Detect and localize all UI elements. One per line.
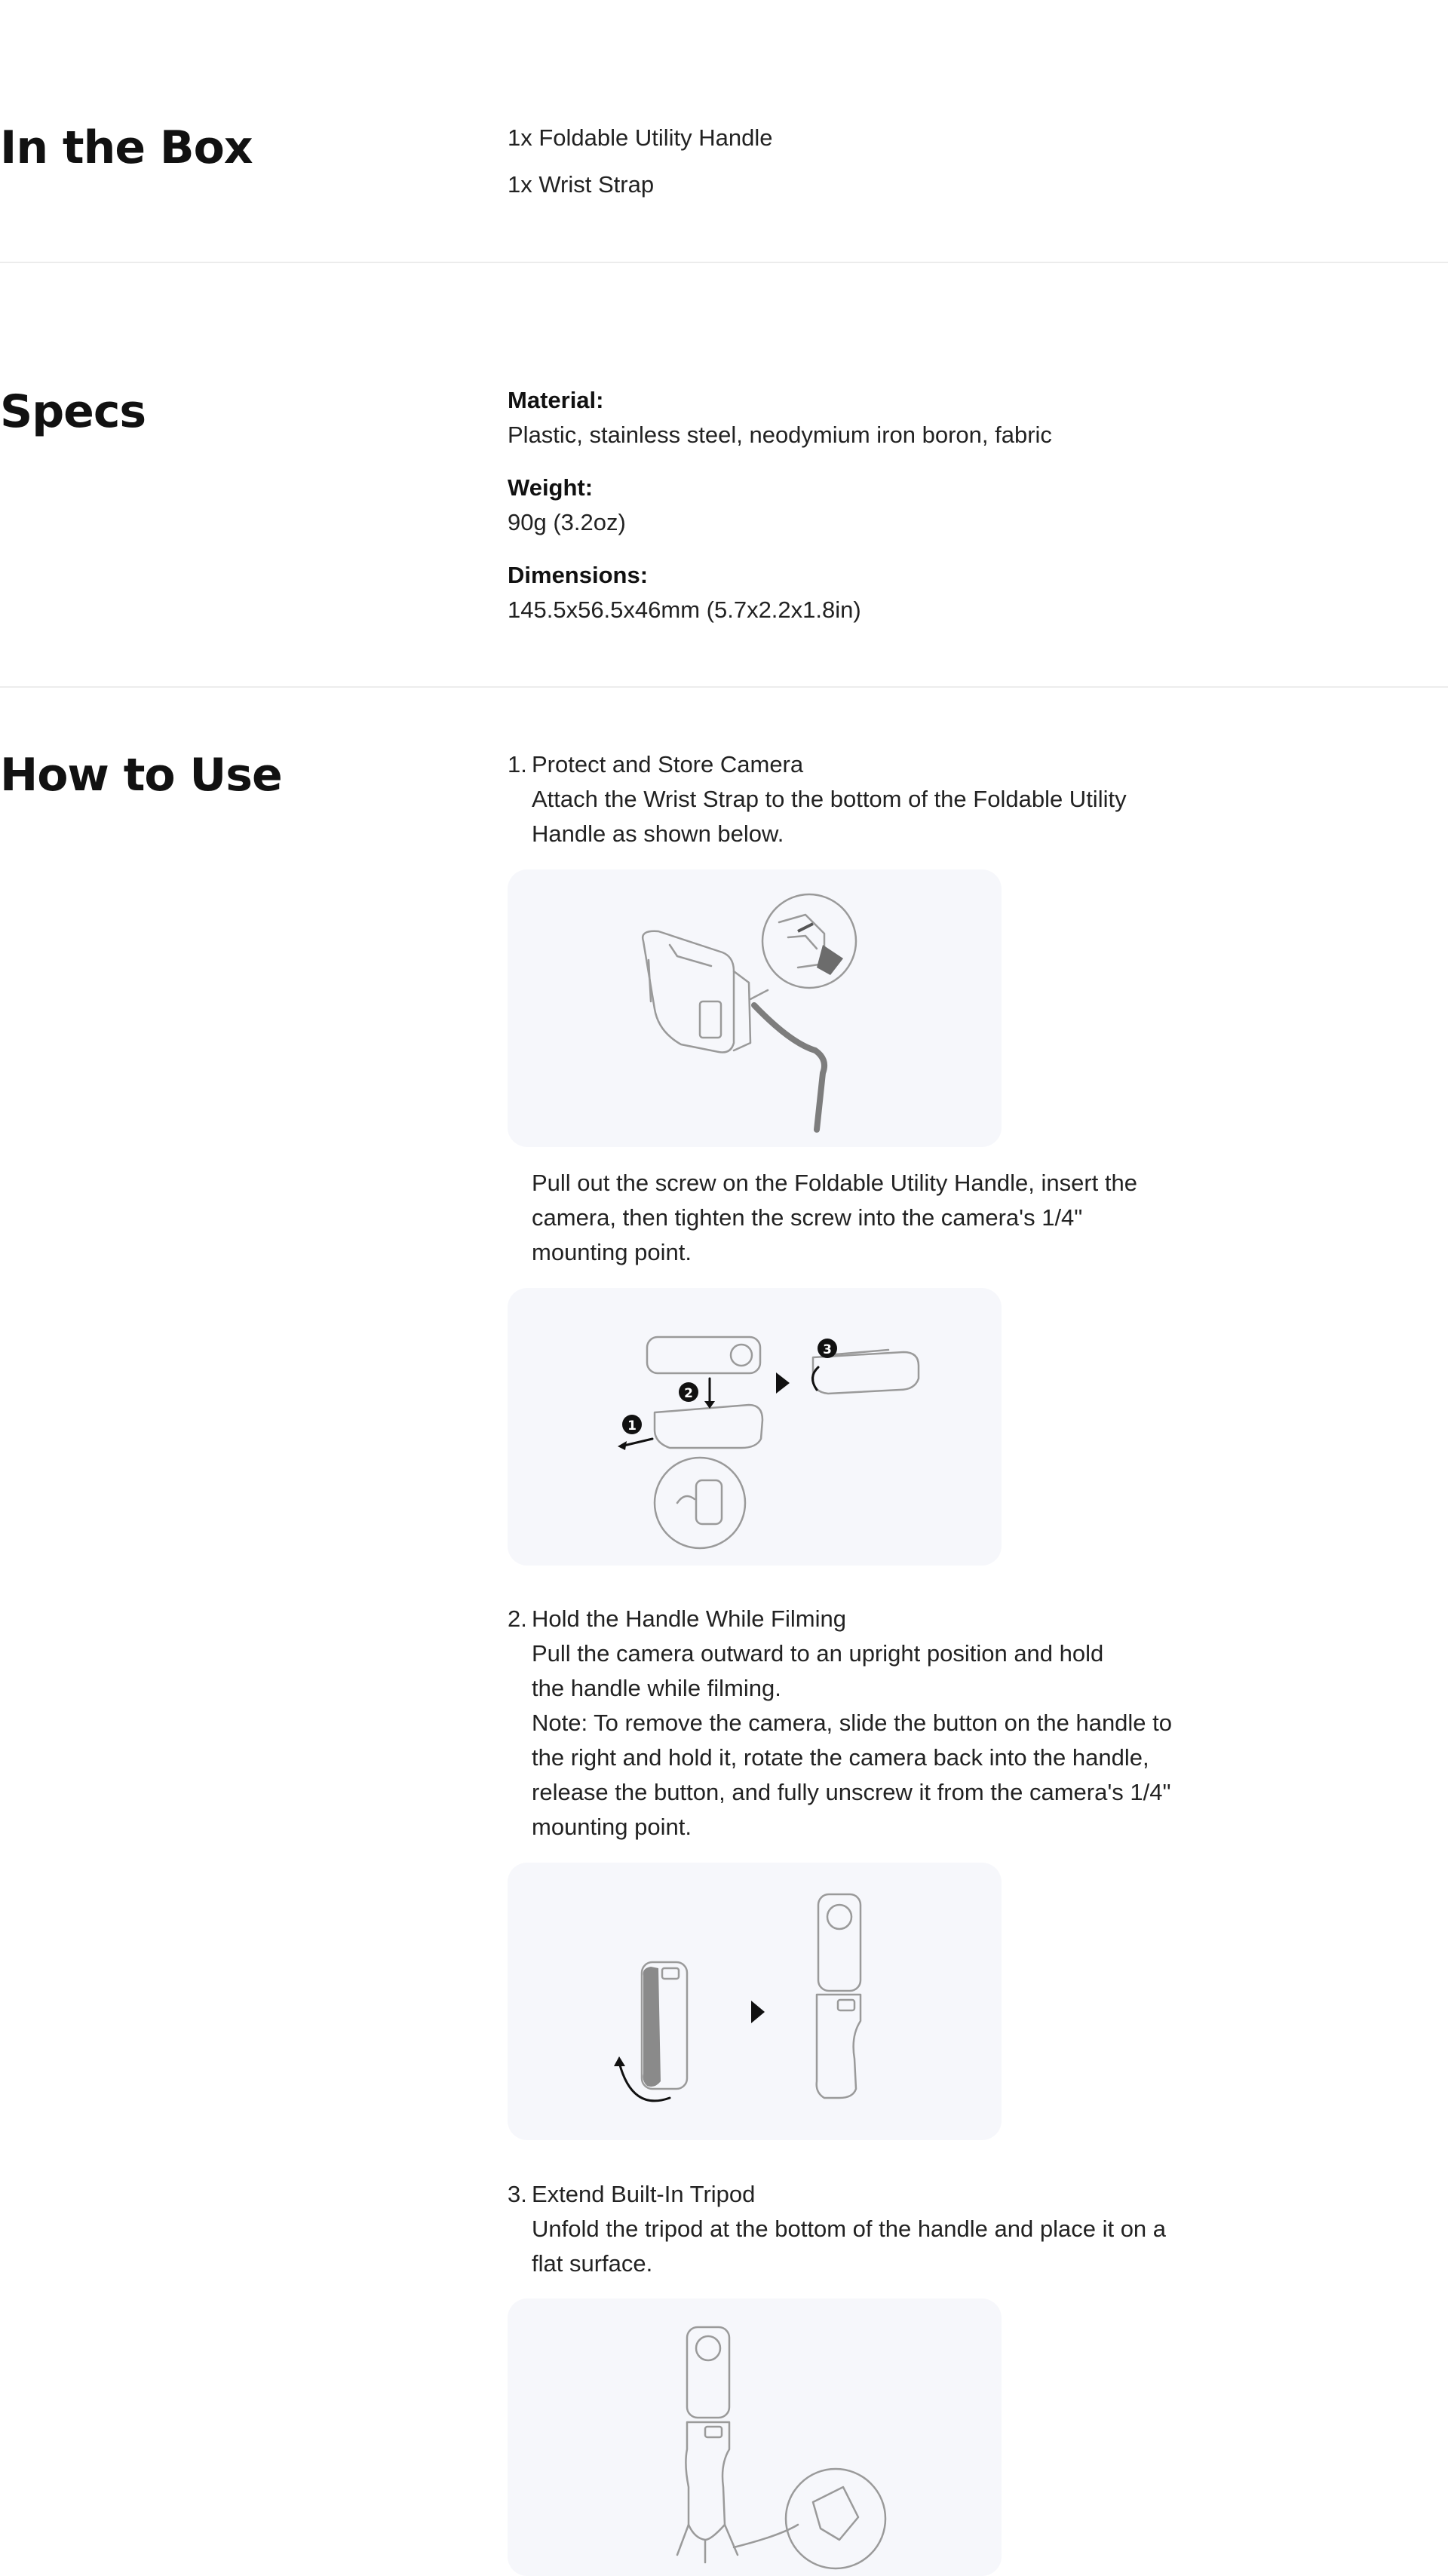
- spec-value: 90g (3.2oz): [508, 509, 626, 535]
- step-number: 1.: [508, 751, 527, 777]
- illustration-insert-camera: [508, 1288, 1002, 1566]
- spec-dimensions: [508, 558, 1232, 627]
- how-to-use-title: How to Use: [0, 749, 282, 802]
- step-text: camera, then tighten the screw into the camera's 1/4": [532, 1204, 1083, 1231]
- step-3: [508, 2177, 1216, 2281]
- step-text: Unfold the tripod at the bottom of the handle and place it on a: [532, 2216, 1167, 2242]
- step-text: Pull the camera outward to an upright position and hold: [532, 1640, 1104, 1667]
- marker-1: [622, 1415, 642, 1434]
- specs-list: [508, 383, 1232, 627]
- hold-handle-illustration: [508, 1863, 1002, 2140]
- svg-text:3: 3: [823, 1342, 832, 1357]
- insert-camera-illustration: [508, 1288, 1002, 1566]
- step-note: Note: To remove the camera, slide the button on the handle to: [532, 1710, 1173, 1736]
- step-number: 2.: [508, 1605, 527, 1632]
- box-item: 1x Foldable Utility Handle: [508, 124, 773, 151]
- step-1-continued: [508, 1166, 1216, 1270]
- section-divider: [0, 686, 1448, 688]
- section-divider: [0, 262, 1448, 263]
- marker-2: [679, 1382, 698, 1402]
- specs-title: Specs: [0, 385, 146, 438]
- step-note: mounting point.: [532, 1814, 692, 1840]
- step-number: 3.: [508, 2181, 527, 2207]
- step-text: mounting point.: [532, 1239, 692, 1265]
- step-title: Extend Built-In Tripod: [532, 2181, 756, 2207]
- wrist-strap-illustration: [508, 869, 1002, 1147]
- spec-weight: [508, 471, 1232, 540]
- in-the-box-title: In the Box: [0, 121, 253, 174]
- step-text: flat surface.: [532, 2250, 653, 2277]
- step-title: Hold the Handle While Filming: [532, 1605, 846, 1632]
- step-text: Handle as shown below.: [532, 820, 784, 847]
- spec-label: Weight:: [508, 474, 594, 501]
- step-note: the right and hold it, rotate the camera back into the handle,: [532, 1744, 1149, 1771]
- illustration-hold-handle: [508, 1863, 1002, 2140]
- step-2: [508, 1602, 1216, 1845]
- step-note: release the button, and fully unscrew it from the camera's 1/4": [532, 1779, 1171, 1805]
- step-text: Pull out the screw on the Foldable Utility Handle, insert the: [532, 1170, 1137, 1196]
- spec-label: Dimensions:: [508, 562, 649, 588]
- step-title: Protect and Store Camera: [532, 751, 804, 777]
- spec-label: Material:: [508, 387, 604, 413]
- tripod-illustration: [508, 2298, 1002, 2576]
- step-text: the handle while filming.: [532, 1675, 781, 1701]
- svg-text:2: 2: [684, 1386, 693, 1401]
- spec-material: [508, 383, 1232, 452]
- spec-value: 145.5x56.5x46mm (5.7x2.2x1.8in): [508, 596, 861, 623]
- spec-value: Plastic, stainless steel, neodymium iron boron, fabric: [508, 422, 1052, 448]
- step-text: Attach the Wrist Strap to the bottom of the Foldable Utility: [532, 786, 1127, 812]
- box-item: 1x Wrist Strap: [508, 171, 655, 198]
- in-the-box-list: [508, 121, 1232, 202]
- illustration-tripod: [508, 2298, 1002, 2576]
- illustration-wrist-strap: [508, 869, 1002, 1147]
- svg-text:1: 1: [627, 1418, 637, 1434]
- marker-3: [818, 1339, 837, 1358]
- step-1: [508, 747, 1216, 851]
